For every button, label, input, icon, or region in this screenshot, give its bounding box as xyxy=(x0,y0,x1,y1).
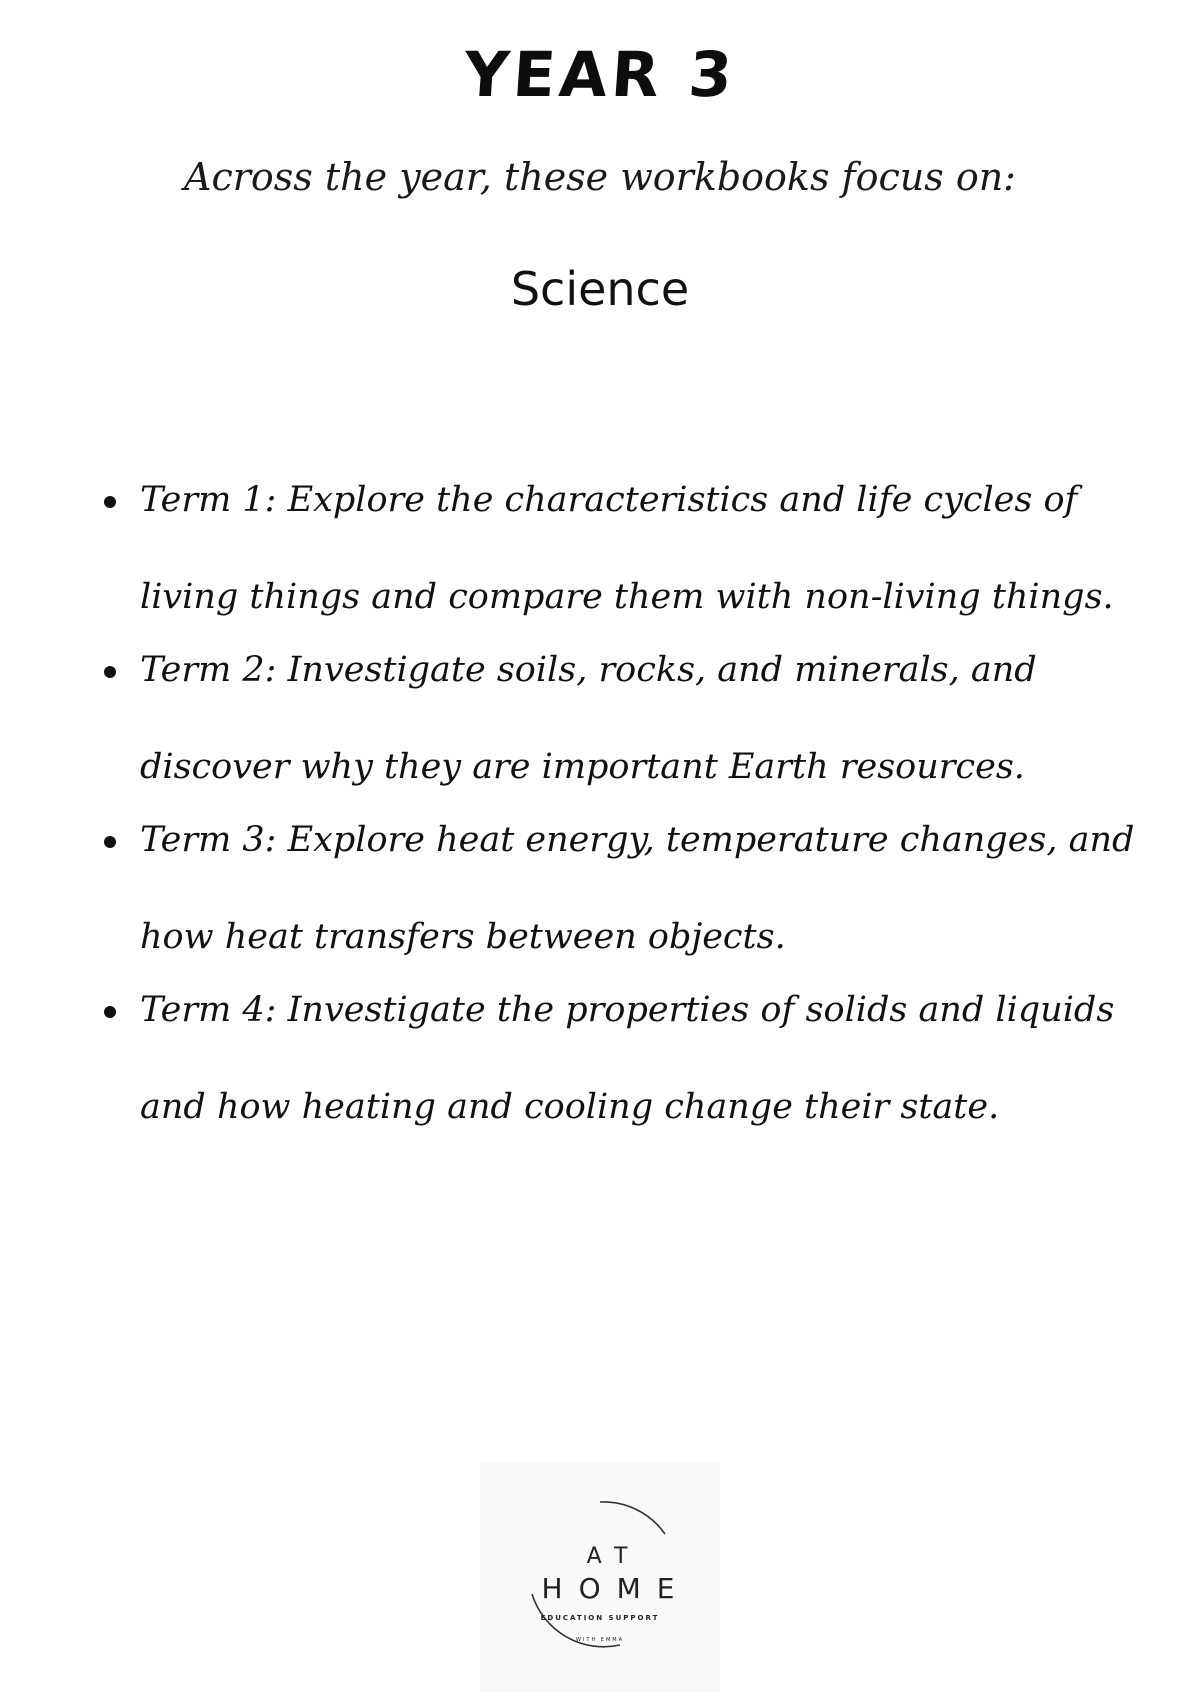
term-item-1 xyxy=(100,452,1160,646)
logo-text-emma: WITH EMMA xyxy=(575,1637,625,1643)
term-item-4 xyxy=(100,962,1160,1156)
bullet-icon xyxy=(104,1006,116,1018)
logo-text-at: AT xyxy=(586,1544,642,1569)
page-subtitle: Across the year, these workbooks focus on: xyxy=(184,155,1016,199)
term-item-2 xyxy=(100,622,1160,816)
term-item-3 xyxy=(100,792,1160,986)
brand-logo xyxy=(480,1462,720,1692)
page-title: YEAR 3 xyxy=(461,38,739,111)
logo-text-home: HOME xyxy=(541,1572,691,1605)
term-text: Term 1: Explore the characteristics and life cycles of living things and compare them with non-living things. xyxy=(140,480,1114,617)
term-text: Term 4: Investigate the properties of solids and liquids and how heating and cooling change their state. xyxy=(140,990,1115,1127)
term-list xyxy=(100,452,1160,1156)
logo-text-education: EDUCATION SUPPORT xyxy=(540,1614,660,1622)
bullet-icon xyxy=(104,496,116,508)
term-text: Term 2: Investigate soils, rocks, and minerals, and discover why they are important Earth resources. xyxy=(140,650,1037,787)
bullet-icon xyxy=(104,836,116,848)
subject-heading: Science xyxy=(510,262,690,316)
term-text: Term 3: Explore heat energy, temperature changes, and how heat transfers between objects. xyxy=(140,820,1135,957)
bullet-icon xyxy=(104,666,116,678)
